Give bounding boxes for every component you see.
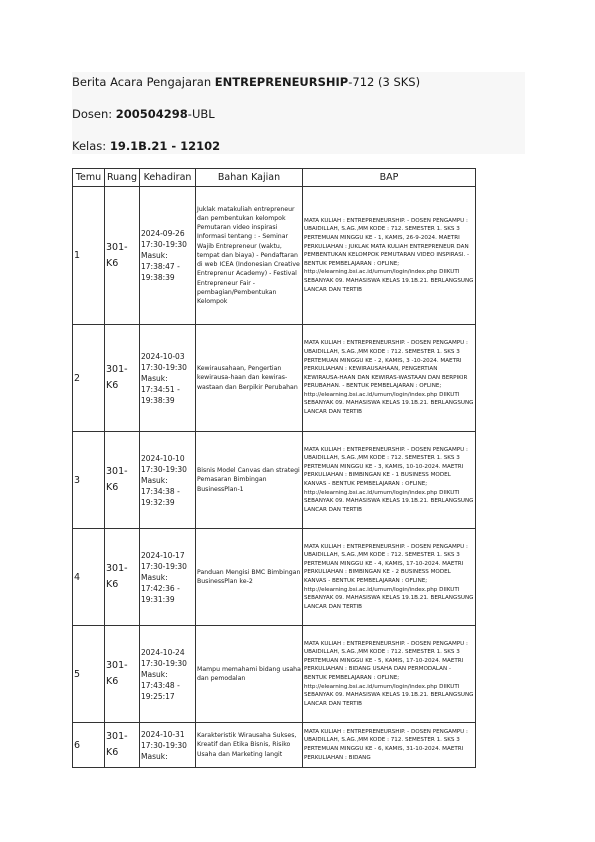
cell-ruang: 301-K6 — [105, 723, 140, 768]
cell-ruang: 301-K6 — [105, 432, 140, 529]
table-row — [73, 325, 476, 432]
cell-ruang: 301-K6 — [105, 626, 140, 723]
cell-bap: MATA KULIAH : ENTREPRENEURSHIP. - DOSEN PENGAMPU : UBAIDILLAH, S.AG.,MM KODE : 712. SEMESTER 1. SKS 3 PERTEMUAN MINGGU KE - 2, KAMIS, 3 -10-2024. MAETRI PERKULIAHAN : KEWIRAUSAHAAN, PENGERTIAN KEWIRAUSA-HAAN DAN KEWIRAS-WASTAAN DAN BERPIKIR PERUBAHAN. - BENTUK PEMBELAJARAN : OFLINE; http://elearning.bsi.ac.id/umum/login/index.php DIIKUTI SEBANYAK 09. MAHASISWA KELAS 19.1B.21. BERLANGSUNG LANCAR DAN TERTIB — [303, 325, 476, 432]
document-header — [72, 72, 525, 154]
table-row — [73, 626, 476, 723]
cell-bahan-kajian: Mampu memahami bidang usaha dan pemodalan — [196, 626, 303, 723]
table-row — [73, 187, 476, 325]
lecturer-suffix: -UBL — [187, 107, 215, 121]
cell-bap: MATA KULIAH : ENTREPRENEURSHIP. - DOSEN PENGAMPU : UBAIDILLAH, S.AG.,MM KODE : 712. SEMESTER 1. SKS 3 PERTEMUAN MINGGU KE - 6, KAMIS, 31-10-2024. MAETRI PERKULIAHAN : BIDANG — [303, 723, 476, 768]
cell-kehadiran: 2024-10-24 17:30-19:30 Masuk: 17:43:48 - 19:25:17 — [140, 626, 196, 723]
class-line — [72, 139, 220, 153]
col-header-ruang: Ruang — [105, 169, 140, 187]
col-header-temu: Temu — [73, 169, 105, 187]
cell-kehadiran: 2024-09-26 17:30-19:30 Masuk: 17:38:47 - 19:38:39 — [140, 187, 196, 325]
table-header-row — [73, 169, 476, 187]
cell-bahan-kajian: Juklak matakuliah entrepreneur dan pembentukan kelompok Pemutaran video inspirasi Informasi tentang : - Seminar Wajib Entrepreneur (waktu, tempat dan biaya) - Pendaftaran di web ICEA (Indonesian Creative Entreprenur Academy) - Festival Entrepreneur Fair - pembagian/Pembentukan Kelompok — [196, 187, 303, 325]
cell-temu: 3 — [73, 432, 105, 529]
cell-bap: MATA KULIAH : ENTREPRENEURSHIP. - DOSEN PENGAMPU : UBAIDILLAH, S.AG.,MM KODE : 712. SEMESTER 1. SKS 3 PERTEMUAN MINGGU KE - 5, KAMIS, 17-10-2024. MAETRI PERKULIAHAN : BIDANG USAHA DAN PERMODALAN - BENTUK PEMBELAJARAN : OFLINE; http://elearning.bsi.ac.id/umum/login/index.php DIIKUTI SEBANYAK 09. MAHASISWA KELAS 19.1B.21. BERLANGSUNG LANCAR DAN TERTIB — [303, 626, 476, 723]
course-code: -712 (3 SKS) — [348, 75, 421, 89]
cell-kehadiran: 2024-10-17 17:30-19:30 Masuk: 17:42:36 - 19:31:39 — [140, 529, 196, 626]
cell-bap: MATA KULIAH : ENTREPRENEURSHIP. - DOSEN PENGAMPU : UBAIDILLAH, S.AG.,MM KODE : 712. SEMESTER 1. SKS 3 PERTEMUAN MINGGU KE - 4, KAMIS, 17-10-2024. MAETRI PERKULIAHAN : BIMBINGAN KE - 2 BUSINESS MODEL KANVAS - BENTUK PEMBELAJARAN : OFLINE; http://elearning.bsi.ac.id/umum/login/index.php DIIKUTI SEBANYAK 09. MAHASISWA KELAS 19.1B.21. BERLANGSUNG LANCAR DAN TERTIB — [303, 529, 476, 626]
cell-ruang: 301-K6 — [105, 325, 140, 432]
title-prefix: Berita Acara Pengajaran — [72, 75, 215, 89]
lecturer-line — [72, 107, 215, 121]
cell-temu: 2 — [73, 325, 105, 432]
class-value: 19.1B.21 - 12102 — [109, 139, 221, 153]
table-row — [73, 723, 476, 768]
cell-temu: 4 — [73, 529, 105, 626]
class-label: Kelas: — [72, 139, 110, 153]
col-header-kehadiran: Kehadiran — [140, 169, 196, 187]
lecturer-id: 200504298 — [115, 107, 188, 121]
course-name: ENTREPRENEURSHIP — [214, 75, 349, 89]
cell-temu: 6 — [73, 723, 105, 768]
cell-kehadiran: 2024-10-10 17:30-19:30 Masuk: 17:34:38 - 19:32:39 — [140, 432, 196, 529]
cell-kehadiran: 2024-10-03 17:30-19:30 Masuk: 17:34:51 - 19:38:39 — [140, 325, 196, 432]
table-row — [73, 432, 476, 529]
cell-temu: 1 — [73, 187, 105, 325]
teaching-record-table — [72, 168, 476, 768]
col-header-bap: BAP — [303, 169, 476, 187]
table-row — [73, 529, 476, 626]
cell-bahan-kajian: Kewirausahaan, Pengertian kewirausa-haan dan kewiras-wastaan dan Berpikir Perubahan — [196, 325, 303, 432]
cell-ruang: 301-K6 — [105, 529, 140, 626]
cell-bap: MATA KULIAH : ENTREPRENEURSHIP. - DOSEN PENGAMPU : UBAIDILLAH, S.AG.,MM KODE : 712. SEMESTER 1. SKS 3 PERTEMUAN MINGGU KE - 1, KAMIS, 26-9-2024. MAETRI PERKULIAHAN : JUKLAK MATA KULIAH ENTREPRENEUR DAN PEMBENTUKAN KELOMPOK PEMUTARAN VIDEO INSPIRASI. - BENTUK PEMBELAJARAN : OFLINE; http://elearning.bsi.ac.id/umum/login/index.php DIIKUTI SEBANYAK 09. MAHASISWA KELAS 19.1B.21. BERLANGSUNG LANCAR DAN TERTIB — [303, 187, 476, 325]
lecturer-label: Dosen: — [72, 107, 116, 121]
cell-kehadiran: 2024-10-31 17:30-19:30 Masuk: — [140, 723, 196, 768]
cell-temu: 5 — [73, 626, 105, 723]
cell-bahan-kajian: Bisnis Model Canvas dan strategi Pemasaran Bimbingan BusinessPlan-1 — [196, 432, 303, 529]
cell-bahan-kajian: Karakteristik Wirausaha Sukses, Kreatif dan Etika Bisnis, Risiko Usaha dan Marketing langit — [196, 723, 303, 768]
cell-bap: MATA KULIAH : ENTREPRENEURSHIP. - DOSEN PENGAMPU : UBAIDILLAH, S.AG.,MM KODE : 712. SEMESTER 1. SKS 3 PERTEMUAN MINGGU KE - 3, KAMIS, 10-10-2024. MAETRI PERKULIAHAN : BIMBINGAN KE - 1 BUSINESS MODEL KANVAS - BENTUK PEMBELAJARAN : OFLINE; http://elearning.bsi.ac.id/umum/login/index.php DIIKUTI SEBANYAK 09. MAHASISWA KELAS 19.1B.21. BERLANGSUNG LANCAR DAN TERTIB — [303, 432, 476, 529]
document-title — [72, 75, 420, 89]
cell-ruang: 301-K6 — [105, 187, 140, 325]
cell-bahan-kajian: Panduan Mengisi BMC Bimbingan BusinessPlan ke-2 — [196, 529, 303, 626]
col-header-bahan-kajian: Bahan Kajian — [196, 169, 303, 187]
